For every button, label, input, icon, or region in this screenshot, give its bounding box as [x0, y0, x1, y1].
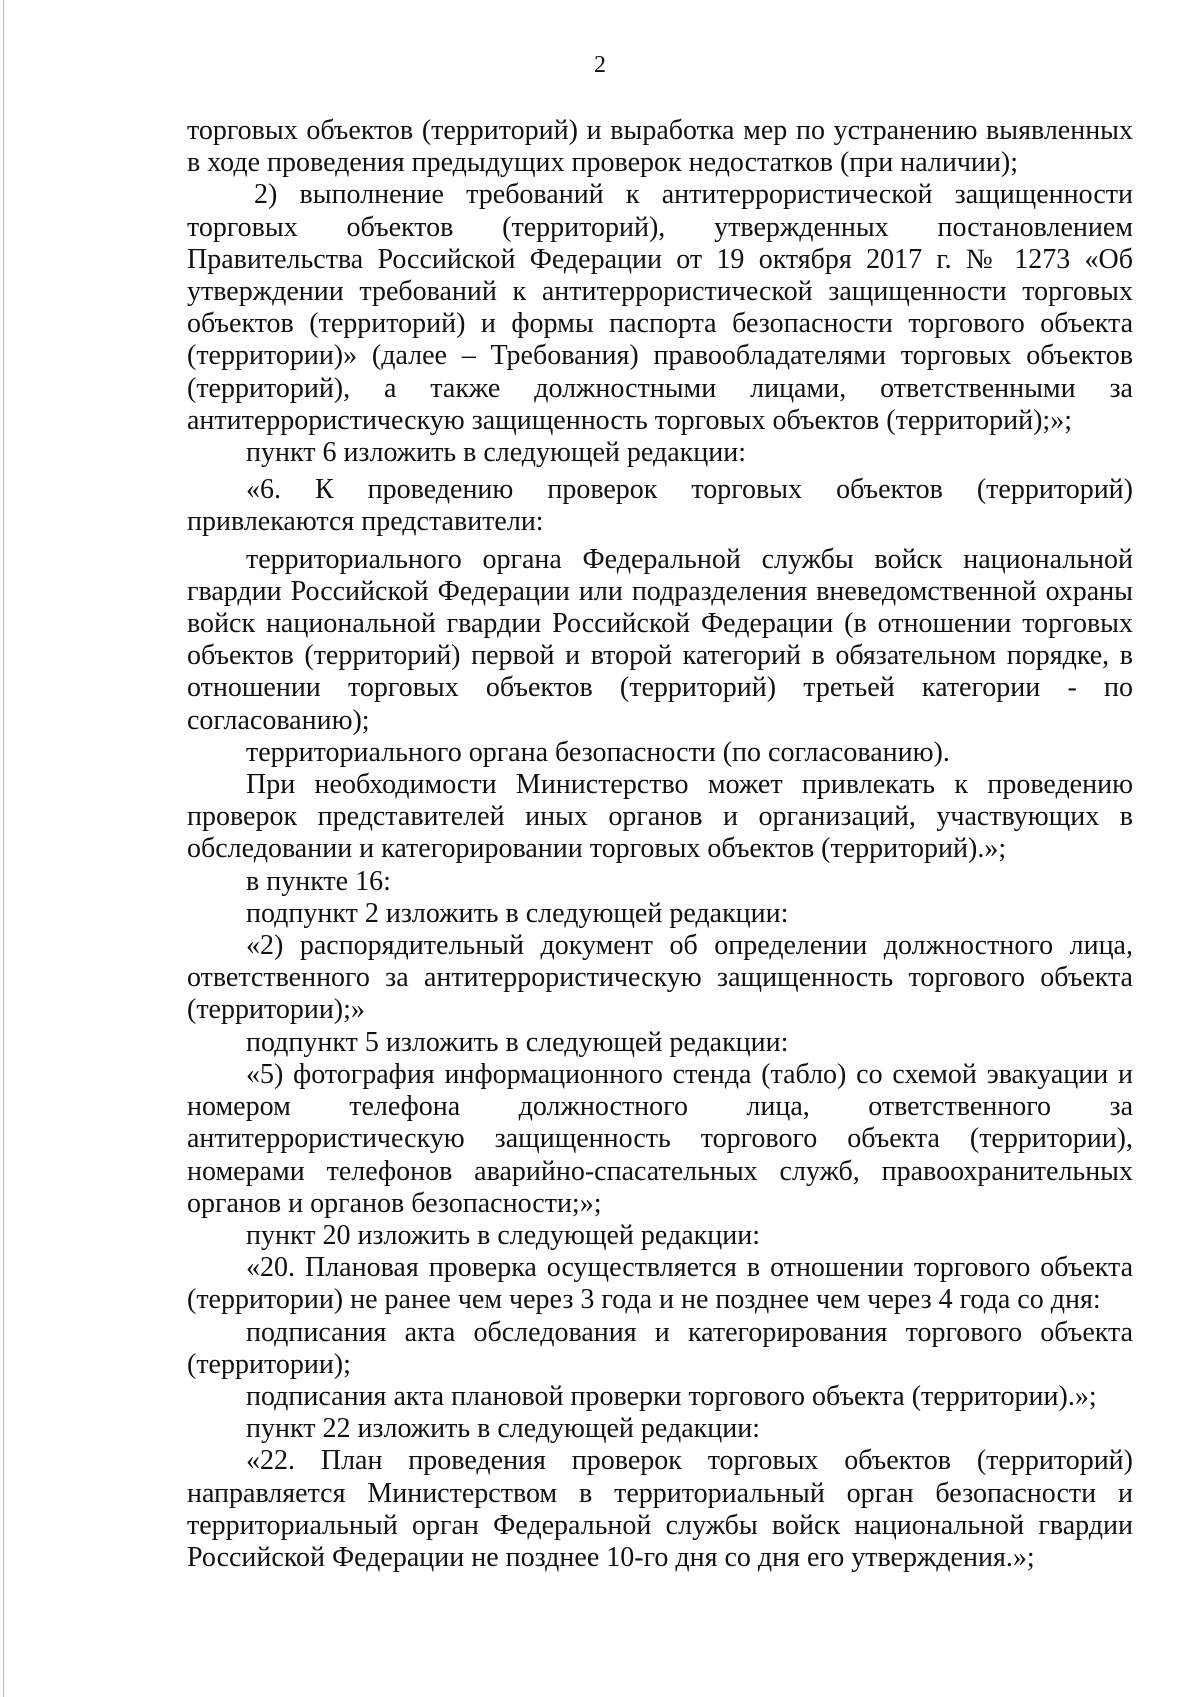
paragraph-other-organs: При необходимости Министерство может привлекать к проведению проверок представителей иных органов и организаций, участвующих в обследовании и категорировании торговых объектов (территорий).»;	[187, 769, 1133, 865]
paragraph-point-22-intro: пункт 22 изложить в следующей редакции:	[246, 1413, 760, 1445]
paragraph-point-22-text: «22. План проведения проверок торговых объектов (территорий) направляется Министерством в территориальный орган безопасности и территориальный орган Федеральной службы войск национальной гвардии Российской Федерации не позднее 10-го дня со дня его утверждения.»;	[187, 1445, 1133, 1573]
paragraph-point-20-intro: пункт 20 изложить в следующей редакции:	[246, 1219, 760, 1251]
paragraph-inspection-act: подписания акта обследования и категорирования торгового объекта (территории);	[187, 1316, 1133, 1380]
paragraph-point-6-intro: пункт 6 изложить в следующей редакции:	[246, 437, 746, 469]
scan-edge-line	[3, 0, 4, 1697]
paragraph-subpoint-2-intro: подпункт 2 изложить в следующей редакции:	[246, 897, 789, 929]
paragraph-subpoint-5-text: «5) фотография информационного стенда (табло) со схемой эвакуации и номером телефона должностного лица, ответственного за антитеррористическую защищенность торгового объекта (территории), номерами телефонов аварийно-спасательных служб, правоохранительных органов и органов безопасности;»;	[187, 1058, 1133, 1219]
paragraph-security-organ: территориального органа безопасности (по согласованию).	[246, 736, 950, 768]
paragraph-planned-check-act: подписания акта плановой проверки торгового объекта (территории).»;	[246, 1380, 1097, 1412]
paragraph-point-6-text: «6. К проведению проверок торговых объектов (территорий) привлекаются представители:	[187, 474, 1133, 538]
paragraph-rosgvardia: территориального органа Федеральной службы войск национальной гвардии Российской Федерации или подразделения вневедомственной охраны войск национальной гвардии Российской Федерации (в отношении торговых объектов (территорий) первой и второй категорий в обязательном порядке, в отношении торговых объектов (территорий) третьей категории - по согласованию);	[187, 543, 1133, 736]
page-number: 2	[594, 52, 606, 78]
paragraph-point-16: в пункте 16:	[246, 865, 391, 897]
document-body	[187, 115, 1133, 1574]
paragraph-subpoint-2-text: «2) распорядительный документ об определении должностного лица, ответственного за антитеррористическую защищенность торгового объекта (территории);»	[187, 930, 1133, 1026]
paragraph-subpoint-5-intro: подпункт 5 изложить в следующей редакции:	[246, 1026, 789, 1058]
paragraph-continuation: торговых объектов (территорий) и выработка мер по устранению выявленных в ходе проведения предыдущих проверок недостатков (при наличии);	[187, 115, 1133, 179]
paragraph-item-2: 2) выполнение требований к антитеррористической защищенности торговых объектов (территорий), утвержденных постановлением Правительства Российской Федерации от 19 октября 2017 г. № 1273 «Об утверждении требований к антитеррористической защищенности торговых объектов (территорий) и формы паспорта безопасности торгового объекта (территории)» (далее – Требования) правообладателями торговых объектов (территорий), а также должностными лицами, ответственными за антитеррористическую защищенность торговых объектов (территорий);»;	[187, 179, 1133, 436]
paragraph-point-20-text: «20. Плановая проверка осуществляется в отношении торгового объекта (территории) не ранее чем через 3 года и не позднее чем через 4 года со дня:	[187, 1252, 1133, 1316]
